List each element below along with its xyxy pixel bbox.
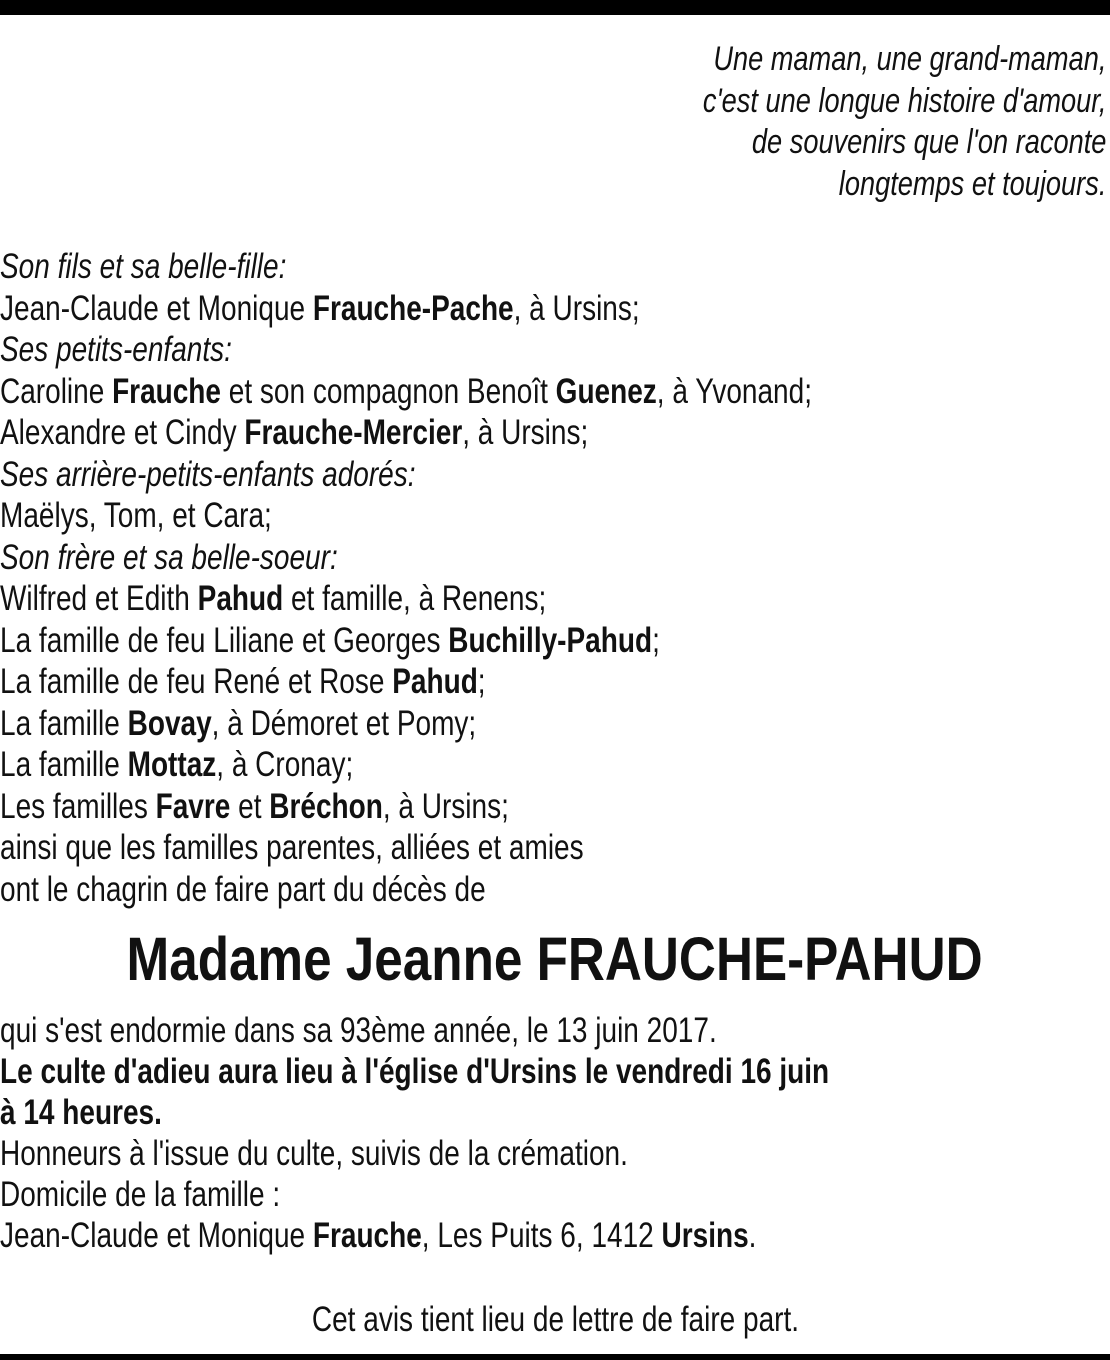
grandchild-line-2 — [0, 412, 812, 454]
family-line-2 — [0, 661, 812, 703]
epigraph-poem — [702, 39, 1106, 205]
f1-surname: Buchilly-Pahud — [448, 620, 653, 660]
poem-line: longtemps et toujours. — [838, 164, 1106, 203]
great-grandchildren-names: Maëlys, Tom, et Cara; — [0, 496, 272, 535]
f4-pre: La famille — [0, 745, 128, 784]
grandchildren-heading: Ses petits-enfants: — [0, 330, 232, 369]
gc1-first: Caroline — [0, 371, 113, 411]
son-line — [0, 288, 812, 330]
bottom-rule — [0, 1354, 1110, 1360]
domicile-line — [0, 1215, 829, 1256]
top-rule — [0, 0, 1110, 15]
service-details — [0, 1010, 829, 1256]
great-grandchildren-heading: Ses arrière-petits-enfants adorés: — [0, 454, 416, 494]
family-line-3 — [0, 703, 812, 745]
br-first: Wilfred et Edith — [0, 579, 198, 618]
f4-surname: Mottaz — [127, 745, 217, 784]
f2-pre: La famille de feu René et Rose — [0, 662, 393, 701]
family-line-5 — [0, 786, 812, 828]
son-names: Jean-Claude et Monique — [0, 288, 313, 328]
footer-text: Cet avis tient lieu de lettre de faire part. — [311, 1300, 799, 1339]
f5-and: et — [230, 786, 270, 826]
son-place: , à Ursins; — [513, 288, 640, 328]
gc1-surname: Frauche — [112, 371, 221, 411]
service-line-1: Le culte d'adieu aura lieu à l'église d'Ursins le vendredi 16 juin — [0, 1052, 830, 1091]
f5-surname-1: Favre — [155, 786, 231, 826]
domicile-address: , Les Puits 6, 1412 — [421, 1216, 662, 1255]
domicile-town: Ursins — [661, 1216, 749, 1255]
service-line-2: à 14 heures. — [0, 1093, 162, 1132]
f3-pre: La famille — [0, 703, 128, 743]
footer-note — [0, 1298, 1110, 1342]
poem-line: Une maman, une grand-maman, — [712, 40, 1106, 78]
family-line-4 — [0, 744, 812, 786]
domicile-surname: Frauche — [312, 1216, 422, 1255]
gc1-partner-surname: Guenez — [555, 371, 657, 411]
gc2-place: , à Ursins; — [462, 413, 589, 452]
f4-post: , à Cronay; — [216, 745, 354, 784]
honours-line: Honneurs à l'issue du culte, suivis de la crémation. — [0, 1134, 628, 1173]
domicile-label: Domicile de la famille : — [0, 1175, 281, 1214]
f5-post: , à Ursins; — [382, 786, 509, 826]
son-heading: Son fils et sa belle-fille: — [0, 247, 287, 286]
f5-pre: Les familles — [0, 786, 156, 826]
grandchild-line-1 — [0, 371, 812, 413]
br-surname: Pahud — [197, 579, 284, 618]
son-surname: Frauche-Pache — [312, 288, 514, 328]
br-place: et famille, à Renens; — [283, 579, 547, 618]
poem-line: c'est une longue histoire d'amour, — [702, 81, 1106, 120]
closing-line-1: ainsi que les familles parentes, alliées et amies — [0, 828, 584, 867]
f1-post: ; — [652, 620, 660, 660]
deceased-name-heading — [0, 924, 1110, 994]
gc1-middle: et son compagnon Benoît — [220, 371, 556, 411]
f5-surname-2: Bréchon — [269, 786, 383, 826]
f3-surname: Bovay — [127, 703, 212, 743]
domicile-names: Jean-Claude et Monique — [0, 1216, 313, 1255]
family-line-1 — [0, 620, 812, 662]
f3-post: , à Démoret et Pomy; — [211, 703, 477, 743]
death-line: qui s'est endormie dans sa 93ème année, le 13 juin 2017. — [0, 1011, 717, 1050]
gc1-place: , à Yvonand; — [656, 371, 812, 411]
poem-line: de souvenirs que l'on raconte — [751, 123, 1106, 161]
f1-pre: La famille de feu Liliane et Georges — [0, 620, 449, 660]
deceased-name: Madame Jeanne FRAUCHE-PAHUD — [126, 925, 984, 993]
brother-heading: Son frère et sa belle-soeur: — [0, 537, 338, 577]
gc2-surname: Frauche-Mercier — [244, 413, 463, 452]
brother-line — [0, 578, 812, 620]
gc2-first: Alexandre et Cindy — [0, 413, 245, 452]
f2-post: ; — [477, 662, 486, 701]
domicile-end: . — [748, 1216, 757, 1255]
closing-line-2: ont le chagrin de faire part du décès de — [0, 869, 486, 909]
f2-surname: Pahud — [392, 662, 478, 701]
family-list — [0, 246, 812, 910]
